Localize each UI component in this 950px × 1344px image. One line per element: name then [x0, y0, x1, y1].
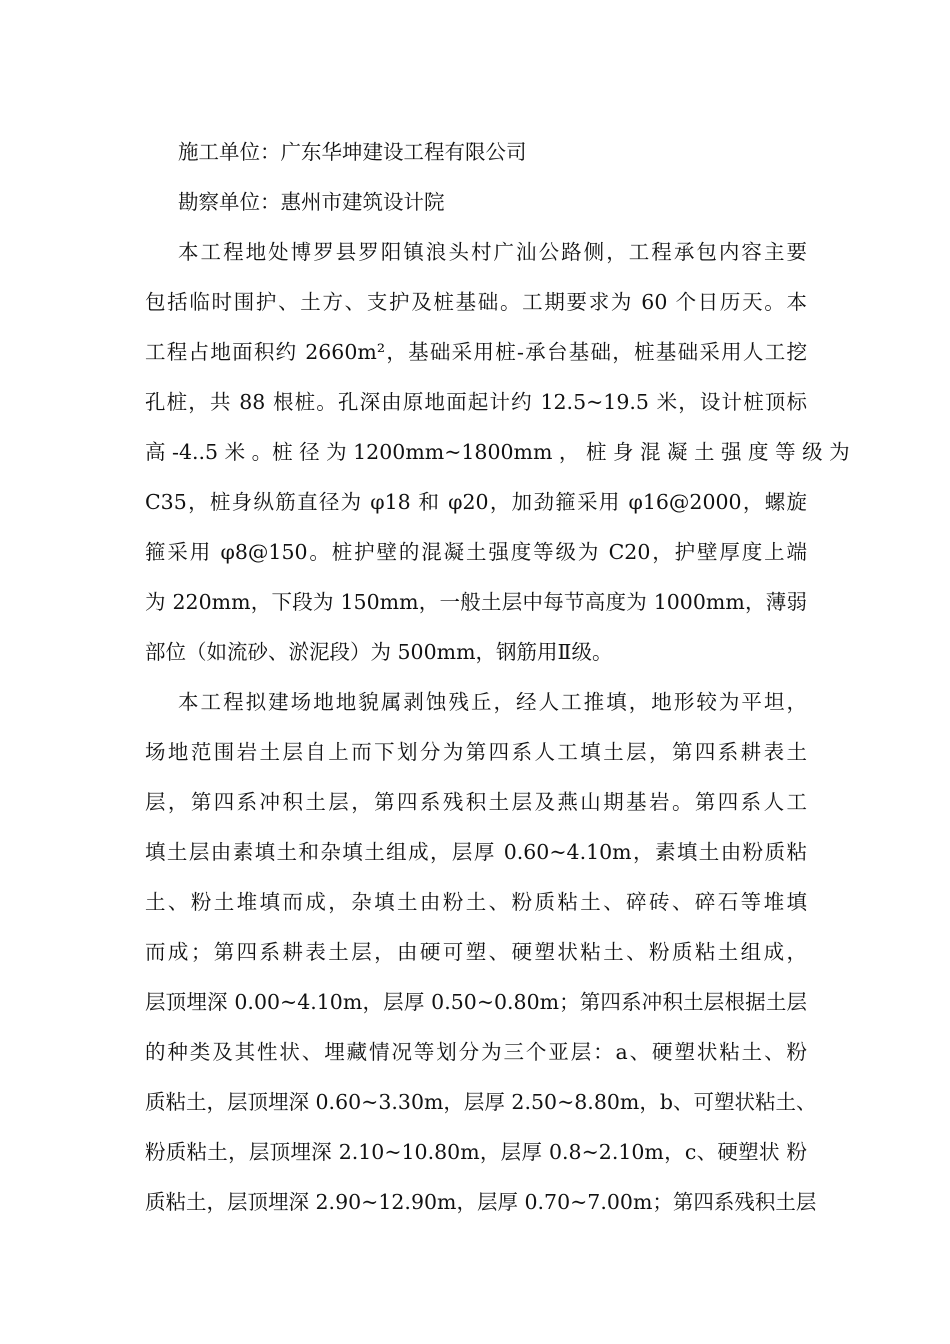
text-line: 包括临时围护、土方、支护及桩基础。工期要求为 60 个日历天。本 — [145, 290, 807, 314]
text-line: 箍采用 φ8@150。桩护壁的混凝土强度等级为 C20，护壁厚度上端 — [145, 540, 807, 564]
construction-unit-line: 施工单位：广东华坤建设工程有限公司 — [178, 140, 527, 164]
paragraph-site-geology — [145, 677, 817, 1227]
text-line: 的种类及其性状、埋藏情况等划分为三个亚层：a、硬塑状粘土、粉 — [145, 1040, 807, 1064]
text-line: 土、粉土堆填而成，杂填土由粉土、粉质粘土、碎砖、碎石等堆填 — [145, 890, 807, 914]
text-line: 高 -4..5 米 。桩 径 为 1200mm~1800mm ， 桩 身 混 凝 土 强 度 等 级 为 — [145, 440, 850, 464]
text-line: 本工程地处博罗县罗阳镇浪头村广汕公路侧，工程承包内容主要 — [178, 240, 807, 264]
text-line: 孔桩，共 88 根桩。孔深由原地面起计约 12.5~19.5 米，设计桩顶标 — [145, 390, 807, 414]
text-line: C35，桩身纵筋直径为 φ18 和 φ20，加劲箍采用 φ16@2000，螺旋 — [145, 490, 807, 514]
text-line: 质粘土，层顶埋深 2.90~12.90m，层厚 0.70~7.00m；第四系残积土层 — [145, 1190, 817, 1214]
text-line: 部位（如流砂、淤泥段）为 500mm，钢筋用Ⅱ级。 — [145, 640, 613, 664]
text-line: 场地范围岩土层自上而下划分为第四系人工填土层，第四系耕表土 — [145, 740, 807, 764]
text-line: 而成；第四系耕表土层，由硬可塑、硬塑状粘土、粉质粘土组成， — [145, 940, 807, 964]
text-line: 填土层由素填土和杂填土组成，层厚 0.60~4.10m，素填土由粉质粘 — [145, 840, 807, 864]
text-line: 本工程拟建场地地貌属剥蚀残丘，经人工推填，地形较为平坦， — [178, 690, 807, 714]
text-line: 工程占地面积约 2660m²，基础采用桩-承台基础，桩基础采用人工挖 — [145, 340, 807, 364]
paragraph-project-overview — [145, 227, 850, 677]
text-line: 粉质粘土，层顶埋深 2.10~10.80m，层厚 0.8~2.10m，c、硬塑状 粉 — [145, 1140, 807, 1164]
text-line: 层顶埋深 0.00~4.10m，层厚 0.50~0.80m；第四系冲积土层根据土层 — [145, 990, 807, 1014]
text-line: 层，第四系冲积土层，第四系残积土层及燕山期基岩。第四系人工 — [145, 790, 807, 814]
text-line: 为 220mm，下段为 150mm，一般土层中每节高度为 1000mm，薄弱 — [145, 590, 807, 614]
survey-unit-line: 勘察单位：惠州市建筑设计院 — [178, 190, 445, 214]
document-body — [145, 127, 850, 1227]
text-line: 质粘土，层顶埋深 0.60~3.30m，层厚 2.50~8.80m，b、可塑状粘土、 — [145, 1090, 817, 1114]
